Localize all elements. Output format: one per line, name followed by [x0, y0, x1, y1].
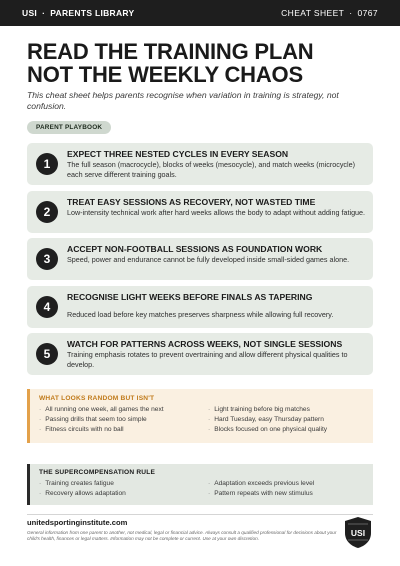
tip-card-5	[27, 333, 373, 375]
list-item: · All running one week, all games the next	[39, 405, 164, 415]
title-line-2: NOT THE WEEKLY CHAOS	[27, 62, 303, 87]
list-item: · Recovery allows adaptation	[39, 489, 126, 499]
list-item: · Pattern repeats with new stimulus	[208, 489, 314, 499]
random-callout-box	[27, 389, 373, 443]
list-item: · Light training before big matches	[208, 405, 327, 415]
step-number-badge: 3	[36, 248, 58, 270]
doc-number: 0767	[357, 8, 378, 18]
title-line-1: READ THE TRAINING PLAN	[27, 39, 314, 64]
intro-text: This cheat sheet helps parents recognise when variation in training is strategy, not confusion.	[27, 90, 339, 111]
list-item: · Passing drills that seem too simple	[39, 415, 164, 425]
list-item: · Training creates fatigue	[39, 479, 126, 489]
logo-text: USI	[350, 528, 366, 538]
callout-list-right	[208, 405, 327, 435]
step-number-badge: 2	[36, 201, 58, 223]
disclaimer-text: General information from one parent to another, not medical, legal or financial advice. Always consult a qualified professional for decisions about your child's health, finances or legal matters. Information may not be complete or current. Use at your own discretion.	[27, 530, 337, 541]
page-title	[27, 40, 377, 86]
step-number-badge: 5	[36, 343, 58, 365]
top-bar-right	[281, 8, 378, 18]
rule-list-left	[39, 479, 126, 499]
tip-description: The full season (macrocycle), blocks of weeks (mesocycle), and match weeks (microcycle) each serve different training goals.	[67, 160, 355, 179]
usi-shield-logo	[343, 516, 373, 549]
callout-heading: WHAT LOOKS RANDOM BUT ISN'T	[39, 395, 155, 402]
tip-card-2	[27, 191, 373, 233]
tip-heading: EXPECT THREE NESTED CYCLES IN EVERY SEASON	[67, 149, 289, 159]
doc-type-label: CHEAT SHEET	[281, 8, 345, 18]
list-item: · Adaptation exceeds previous level	[208, 479, 314, 489]
top-bar-left	[22, 8, 135, 18]
playbook-tag: PARENT PLAYBOOK	[27, 121, 111, 134]
callout-list-left	[39, 405, 164, 435]
list-item: · Fitness circuits with no ball	[39, 425, 164, 435]
tip-card-4	[27, 286, 373, 328]
section-label: PARENTS LIBRARY	[50, 8, 135, 18]
list-item: · Blocks focused on one physical quality	[208, 425, 327, 435]
tip-heading: ACCEPT NON-FOOTBALL SESSIONS AS FOUNDATION WORK	[67, 244, 323, 254]
tip-description: Low-intensity technical work after hard weeks allows the body to adapt without adding fatigue.	[67, 208, 366, 217]
tip-description: Training emphasis rotates to prevent overtraining and allow different physical qualities to develop.	[67, 350, 348, 369]
top-bar	[0, 0, 400, 26]
tip-heading: WATCH FOR PATTERNS ACROSS WEEKS, NOT SINGLE SESSIONS	[67, 339, 343, 349]
footer-divider	[27, 514, 373, 515]
tip-description: Reduced load before key matches preserves sharpness while allowing full recovery.	[67, 310, 334, 319]
rule-heading: THE SUPERCOMPENSATION RULE	[39, 469, 156, 476]
brand-label: USI	[22, 8, 38, 18]
tip-card-1	[27, 143, 373, 185]
step-number-badge: 1	[36, 153, 58, 175]
separator: ·	[42, 8, 46, 18]
tip-card-3	[27, 238, 373, 280]
supercompensation-box	[27, 464, 373, 505]
tip-heading: TREAT EASY SESSIONS AS RECOVERY, NOT WASTED TIME	[67, 197, 316, 207]
website-link[interactable]: unitedsportinginstitute.com	[27, 518, 128, 527]
list-item: · Hard Tuesday, easy Thursday pattern	[208, 415, 327, 425]
step-number-badge: 4	[36, 296, 58, 318]
tip-description: Speed, power and endurance cannot be fully developed inside small-sided games alone.	[67, 255, 350, 264]
tip-heading: RECOGNISE LIGHT WEEKS BEFORE FINALS AS TAPERING	[67, 292, 313, 302]
separator: ·	[349, 8, 353, 18]
rule-list-right	[208, 479, 314, 499]
